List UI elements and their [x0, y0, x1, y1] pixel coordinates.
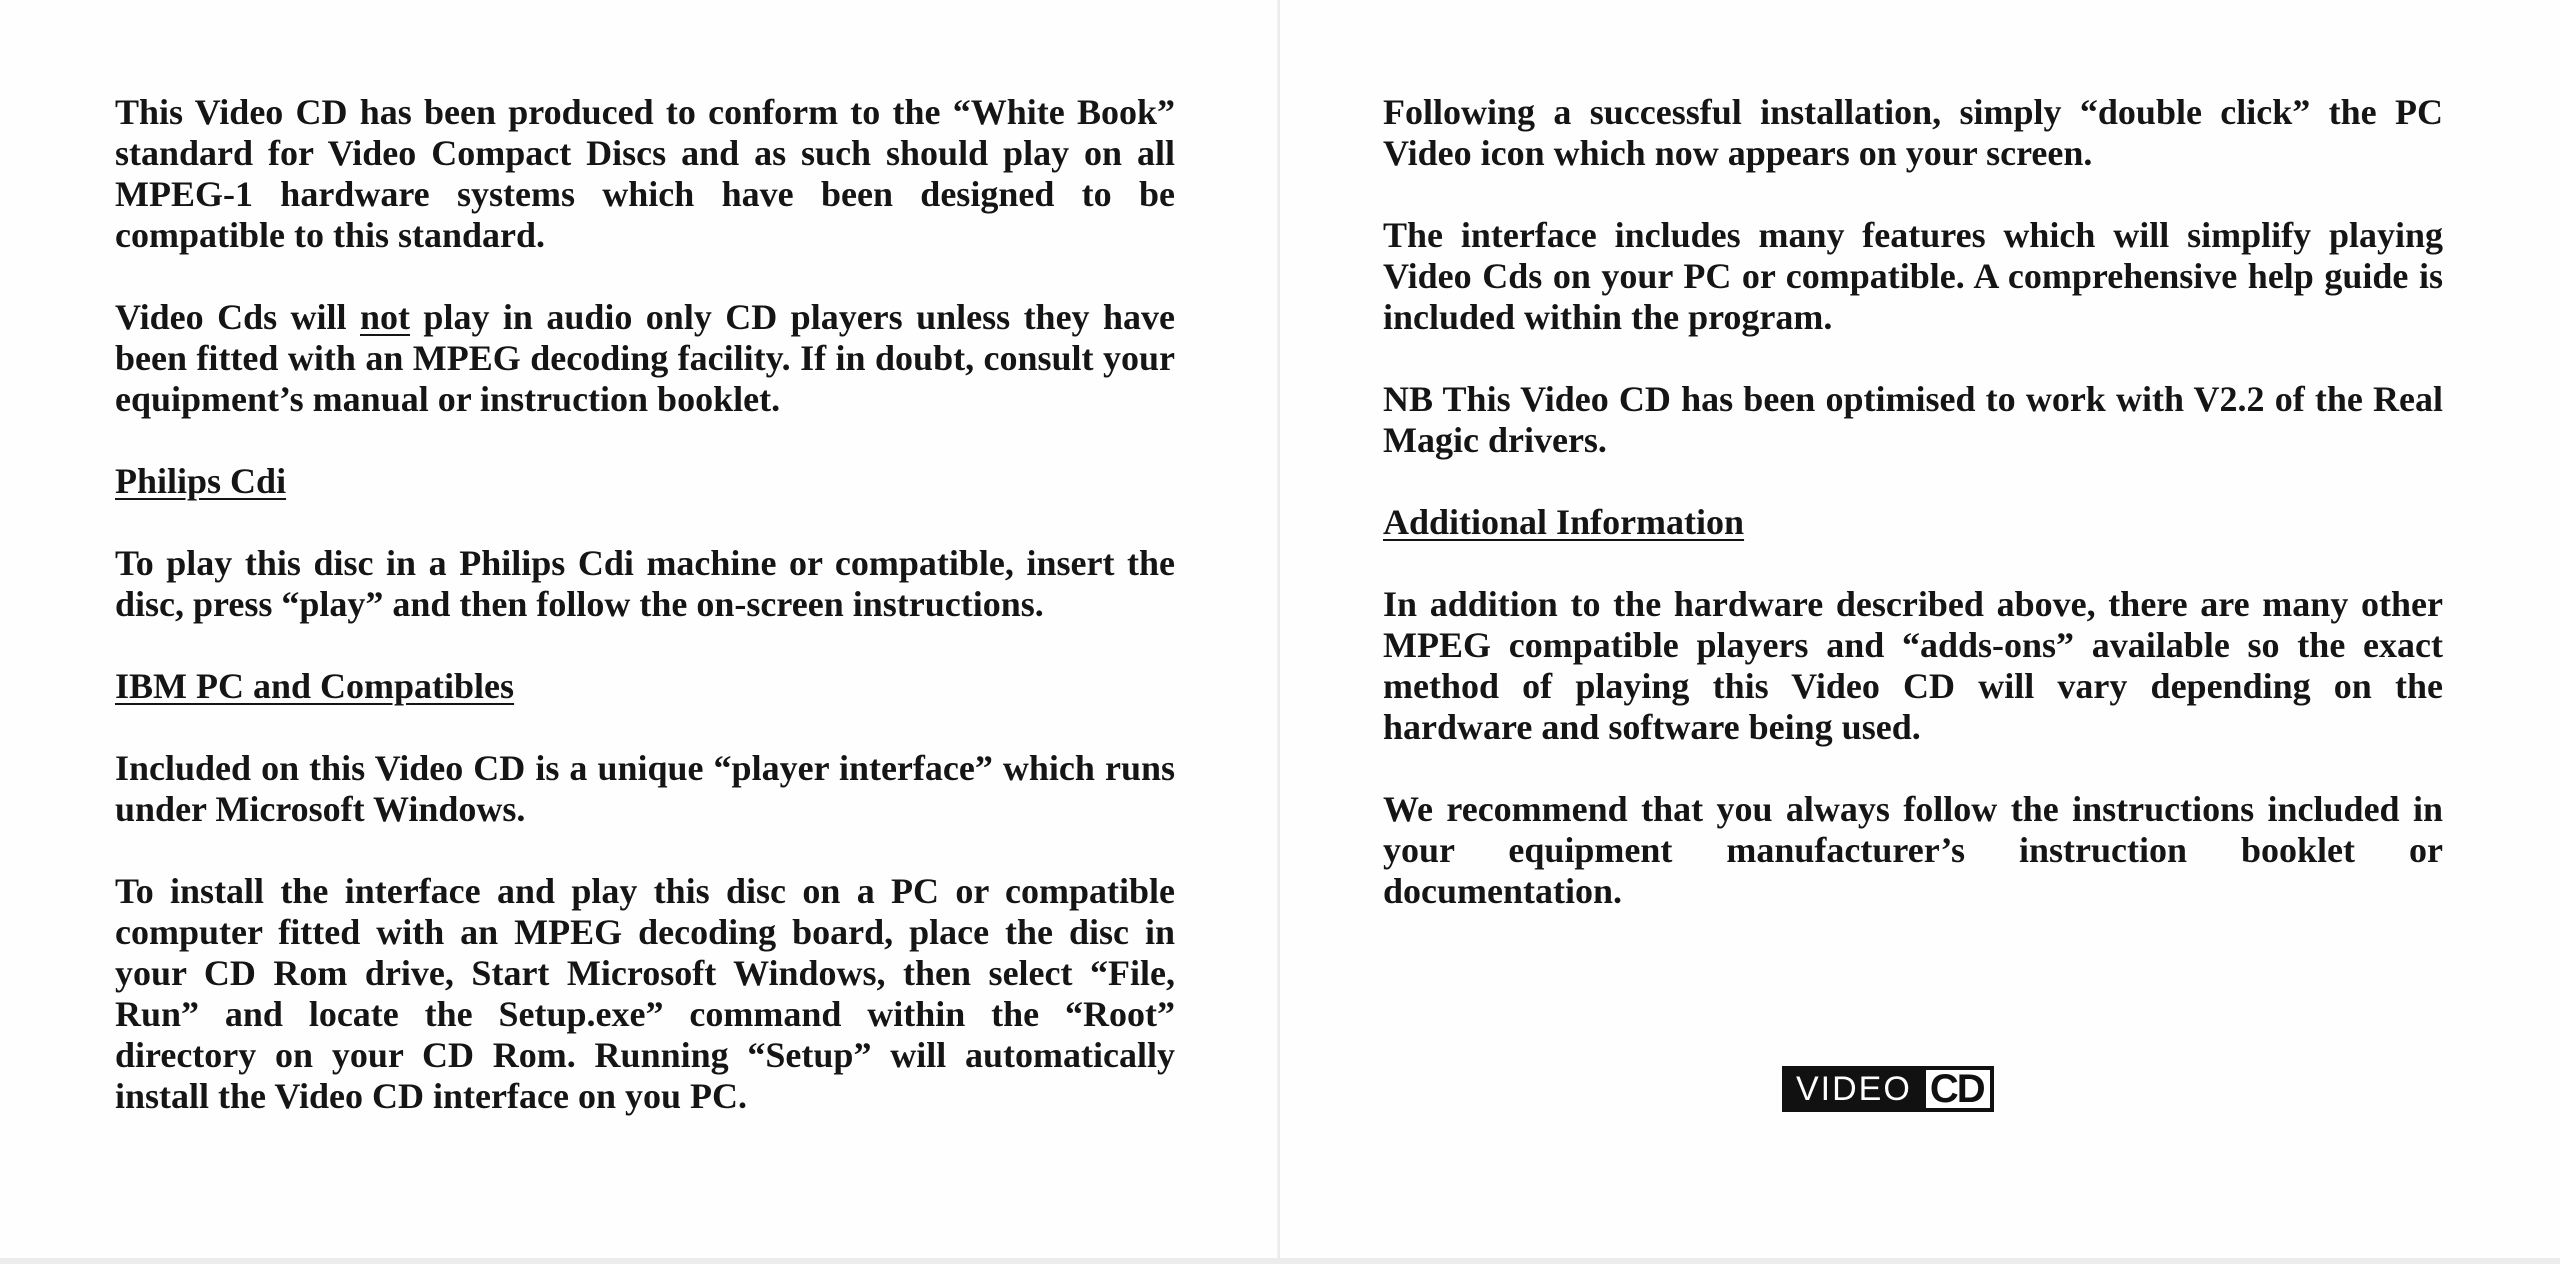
video-cd-logo [1782, 1066, 1994, 1112]
right-column [1383, 92, 2443, 953]
philips-cdi-paragraph: To play this disc in a Philips Cdi machine or compatible, insert the disc, press “play” and then follow the on-screen instructions. [115, 543, 1175, 624]
audio-players-text-start: Video Cds will [115, 297, 360, 337]
video-cd-logo-cd-text: CD [1929, 1067, 1984, 1111]
emphasis-not: not [359, 297, 410, 337]
interface-features-paragraph: The interface includes many features which will simplify playing Video Cds on your PC or compatible. A comprehensive help guide is included within the program. [1383, 215, 2443, 337]
left-column [115, 92, 1175, 1158]
additional-information-heading: Additional Information [1383, 502, 1745, 542]
recommendation-paragraph: We recommend that you always follow the instructions included in your equipment manufacturer’s instruction booklet or documentation. [1383, 789, 2443, 911]
audio-players-text-end: play in audio only CD players unless they have been fitted with an MPEG decoding facility. If in doubt, consult your equipment’s manual or instruction booklet. [115, 297, 1175, 419]
booklet-bottom-edge [0, 1258, 2560, 1264]
intro-paragraph: This Video CD has been produced to conform to the “White Book” standard for Video Compact Discs and as such should play on all MPEG-1 hardware systems which have been designed to be compatible to this standard. [115, 92, 1175, 255]
player-interface-paragraph: Included on this Video CD is a unique “player interface” which runs under Microsoft Windows. [115, 748, 1175, 829]
install-instructions-paragraph: To install the interface and play this disc on a PC or compatible computer fitted with an MPEG decoding board, place the disc in your CD Rom drive, Start Microsoft Windows, then select “File, Run” and locate the Setup.exe” command within the “Root” directory on your CD Rom. Running “Setup” will automatically install the Video CD interface on you PC. [115, 871, 1175, 1116]
ibm-pc-heading: IBM PC and Compatibles [115, 666, 515, 706]
philips-cdi-heading: Philips Cdi [115, 461, 287, 501]
video-cd-logo-left [1782, 1066, 1926, 1112]
drivers-note-paragraph: NB This Video CD has been optimised to work with V2.2 of the Real Magic drivers. [1383, 379, 2443, 460]
double-click-paragraph: Following a successful installation, simply “double click” the PC Video icon which now appears on your screen. [1383, 92, 2443, 173]
other-players-paragraph: In addition to the hardware described above, there are many other MPEG compatible players and “adds-ons” available so the exact method of playing this Video CD will vary depending on the hardware and software being used. [1383, 584, 2443, 747]
audio-players-paragraph [115, 297, 1175, 420]
video-cd-logo-right [1926, 1066, 1994, 1112]
video-cd-logo-video-text: VIDEO [1796, 1070, 1912, 1108]
